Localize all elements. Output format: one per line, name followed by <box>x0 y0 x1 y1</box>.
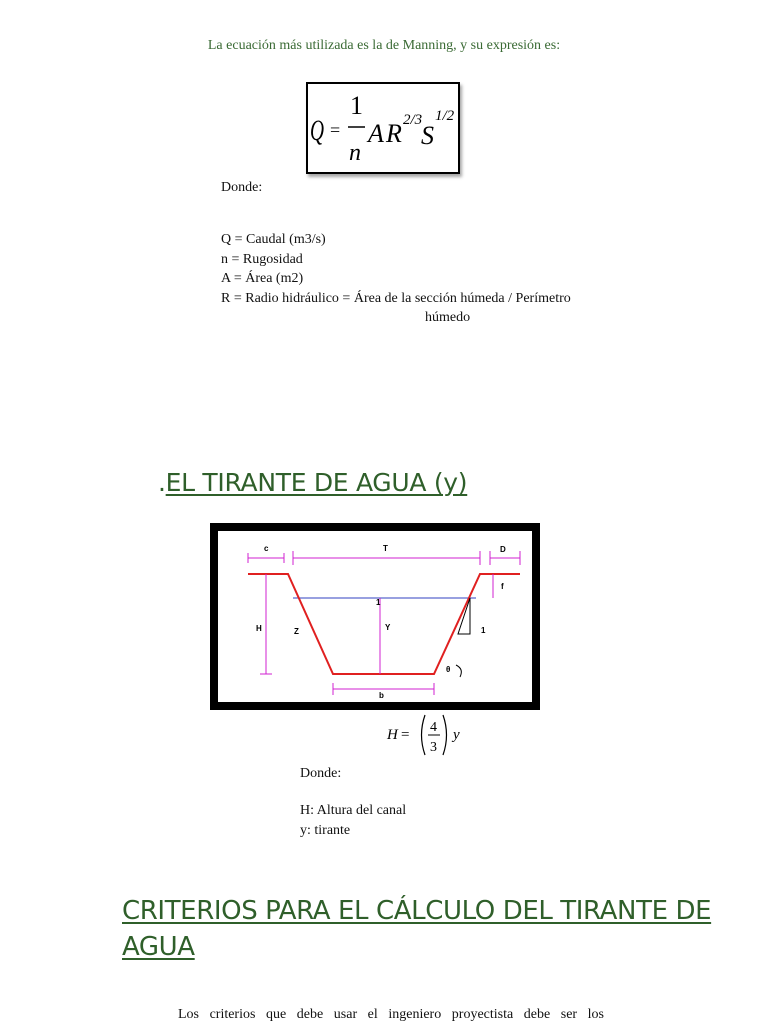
heading-criterios-text: CRITERIOS PARA EL CÁLCULO DEL TIRANTE DE AGUA <box>122 896 712 962</box>
definition-r: R = Radio hidráulico = Área de la sección húmeda / Perímetro <box>221 290 571 306</box>
donde-label-2: Donde: <box>300 766 342 781</box>
h-formula <box>385 711 475 759</box>
formula-r: R <box>386 119 402 148</box>
heading-criterios <box>122 893 722 965</box>
donde-label: Donde: <box>221 180 263 195</box>
heading-tirante-text: EL TIRANTE DE AGUA (y) <box>165 468 468 497</box>
definition-h: H: Altura del canal <box>300 803 407 818</box>
label-y: Y <box>385 623 391 632</box>
intro-text: La ecuación más utilizada es la de Manning, y su expresión es: <box>207 38 561 53</box>
label-one: 1 <box>481 626 486 635</box>
label-h: H <box>256 624 262 633</box>
formula-a: A <box>368 119 384 148</box>
label-theta: θ <box>446 665 451 674</box>
h-formula-numerator: 4 <box>430 720 437 735</box>
h-formula-lhs: H <box>387 727 398 743</box>
formula-denominator: n <box>349 140 361 166</box>
heading-tirante-prefix: . <box>158 468 166 497</box>
label-water-surface: 1 <box>376 598 381 607</box>
h-formula-equals: = <box>401 727 410 743</box>
formula-s: S <box>421 121 434 150</box>
formula-r-exponent: 2/3 <box>403 112 423 128</box>
label-z: Z <box>294 627 299 636</box>
criterios-paragraph: Los criterios que debe usar el ingeniero proyectista debe ser los <box>178 1007 604 1022</box>
h-definitions <box>300 801 406 840</box>
definition-a: A = Área (m2) <box>221 271 304 286</box>
label-c: c <box>264 544 269 553</box>
definition-y: y: tirante <box>300 822 351 838</box>
channel-diagram <box>210 523 540 710</box>
formula-q: Q <box>310 114 325 147</box>
label-b: b <box>379 691 384 700</box>
definition-r-continuation: húmedo <box>425 310 471 325</box>
heading-tirante <box>158 468 467 497</box>
manning-formula <box>306 82 460 174</box>
h-formula-var: y <box>453 727 460 743</box>
formula-numerator: 1 <box>350 91 363 120</box>
label-f: f <box>501 582 504 591</box>
definition-q: Q = Caudal (m3/s) <box>221 232 326 247</box>
h-formula-denominator: 3 <box>430 740 437 755</box>
formula-equals: = <box>330 120 341 140</box>
definitions-list <box>221 230 571 328</box>
definition-n: n = Rugosidad <box>221 251 303 267</box>
label-d: D <box>500 545 506 554</box>
formula-s-exponent: 1/2 <box>435 108 455 124</box>
label-t: T <box>383 544 388 553</box>
